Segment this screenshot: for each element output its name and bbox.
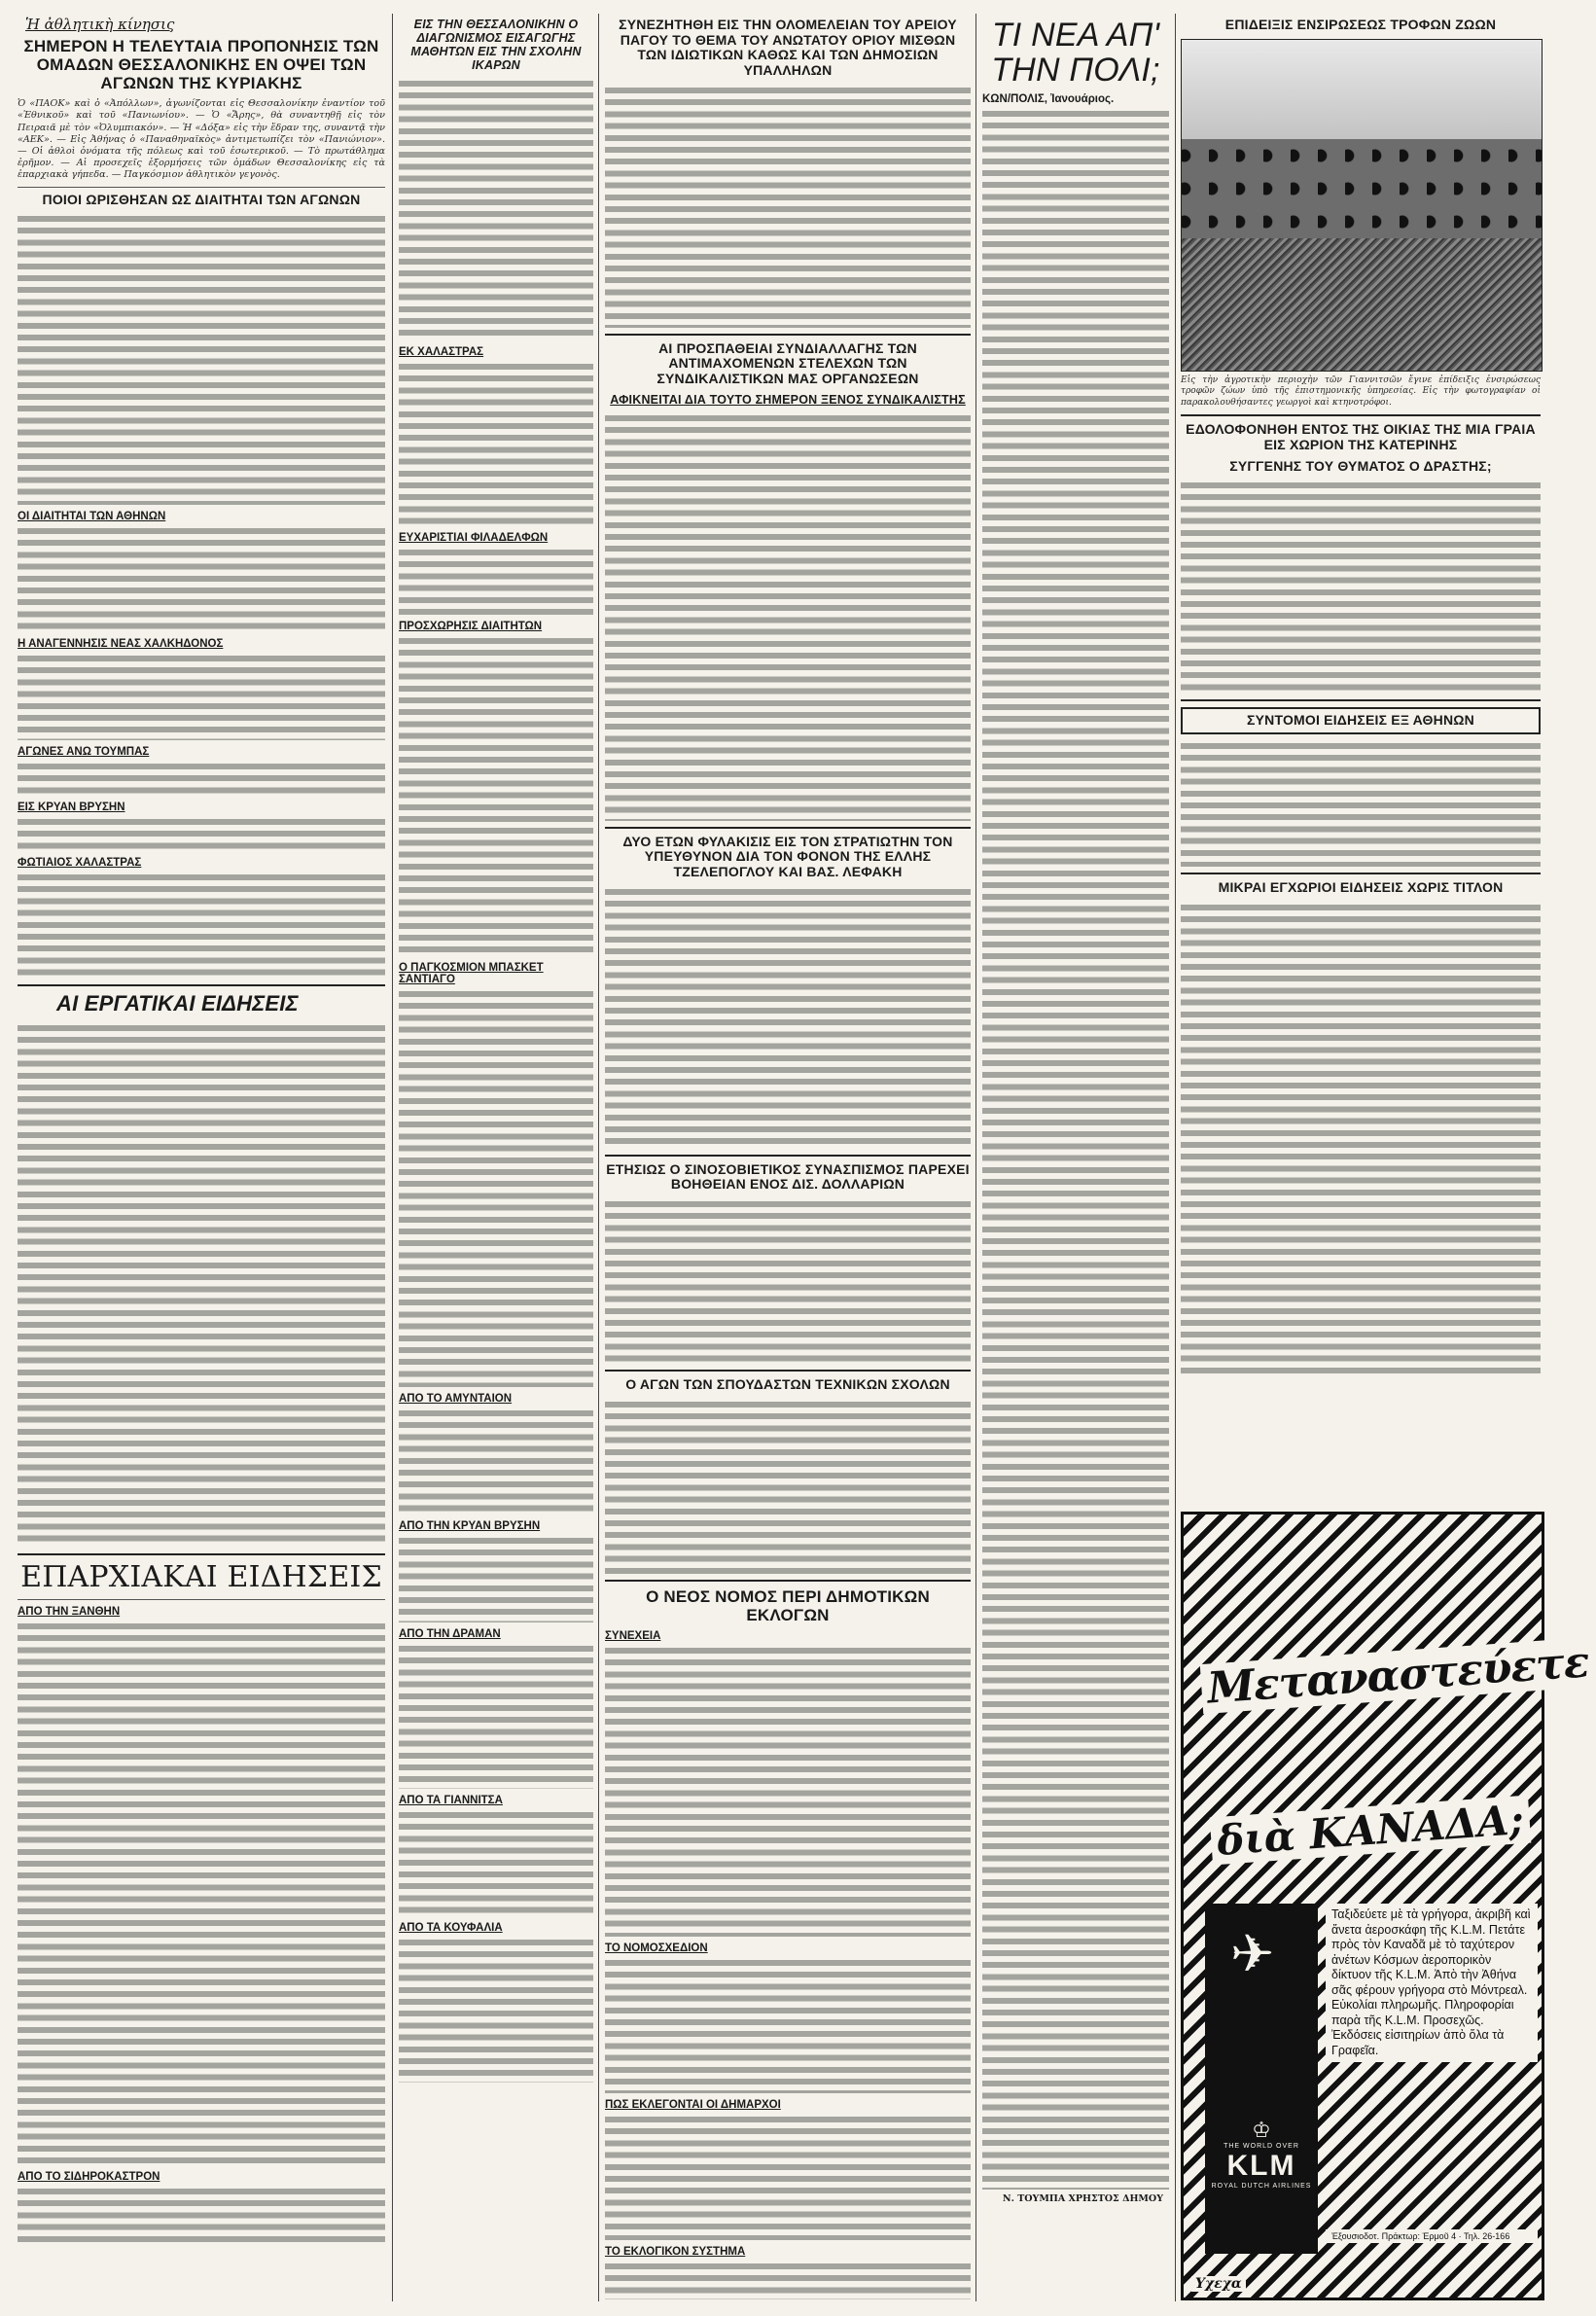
column-rule (392, 14, 393, 2301)
subhead: Ο ΠΑΓΚΟΣΜΙΟΝ ΜΠΑΣΚΕΤ ΣΑΝΤΙΑΓΟ (399, 962, 544, 985)
section-kicker: Ἡ ἀθλητικὴ κίνησις (25, 16, 175, 33)
column-sports (18, 14, 385, 2301)
photo-caption: Εἰς τὴν ἀγροτικὴν περιοχὴν τῶν Γιαννιτσῶν ἔγινε ἐπίδειξις ἐνσιρώσεως τροφῶν ζώων ὑπὸ τῆς ἐπιστημονικῆς ὑπηρεσίας. Εἰς τὴν φωτογραφίαν οἱ παρακολουθήσαντες γεωργοὶ καὶ κτηνοτρόφοι. (1181, 374, 1541, 408)
headline-areios-pagos: ΣΥΝΕΖΗΤΗΘΗ ΕΙΣ ΤΗΝ ΟΛΟΜΕΛΕΙΑΝ ΤΟΥ ΑΡΕΙΟΥ ΠΑΓΟΥ ΤΟ ΘΕΜΑ ΤΟΥ ΑΝΩΤΑΤΟΥ ΟΡΙΟΥ ΜΙΣΘΩΝ ΤΩΝ ΙΔΙΩΤΙΚΩΝ ΚΑΘΩΣ ΚΑΙ ΤΩΝ ΔΗΜΟΣΙΩΝ ΥΠΑΛΛΗΛΩΝ (619, 17, 957, 79)
subhead: ΤΟ ΕΚΛΟΓΙΚΟΝ ΣΥΣΤΗΜΑ (605, 2245, 746, 2258)
headline-ti-nea: ΤΙ ΝΕΑ ΑΠ' ΤΗΝ ΠΟΛΙ; (991, 17, 1160, 89)
article-body (605, 412, 971, 821)
subhead: ΑΠΟ ΤΑ ΓΙΑΝΝΙΤΣΑ (399, 1795, 503, 1806)
article-body (399, 988, 593, 1387)
article-body (605, 2261, 971, 2299)
article-body (605, 85, 971, 328)
column-center (605, 14, 971, 2301)
article-body (18, 1621, 385, 2165)
article-body (399, 1643, 593, 1789)
article-body (399, 1535, 593, 1622)
headline-referees: ΠΟΙΟΙ ΩΡΙΣΘΗΣΑΝ ΩΣ ΔΙΑΙΤΗΤΑΙ ΤΩΝ ΑΓΩΝΩΝ (42, 191, 361, 207)
article-body (18, 1022, 385, 1548)
column-city-news (982, 14, 1169, 2301)
column-rule (975, 14, 976, 2301)
article-body (18, 653, 385, 740)
article-body (399, 1407, 593, 1514)
article-body (399, 635, 593, 956)
article-body (605, 1198, 971, 1364)
subhead: ΠΩΣ ΕΚΛΕΓΟΝΤΑΙ ΟΙ ΔΗΜΑΡΧΟΙ (605, 2098, 781, 2111)
subhead: ΑΠΟ ΤΗΝ ΚΡΥΑΝ ΒΡΥΣΗΝ (399, 1520, 541, 1532)
crown-icon: ♔ (1252, 2118, 1271, 2142)
headline-training: ΣΗΜΕΡΟΝ Η ΤΕΛΕΥΤΑΙΑ ΠΡΟΠΟΝΗΣΙΣ ΤΩΝ ΟΜΑΔΩΝ ΘΕΣΣΑΛΟΝΙΚΗΣ ΕΝ ΟΨΕΙ ΤΩΝ ΑΓΩΝΩΝ ΤΗΣ ΚΥΡΙΑΚΗΣ (23, 37, 379, 93)
headline-lead: Ὁ «ΠΑΟΚ» καὶ ὁ «Ἀπόλλων», ἀγωνίζονται εἰς Θεσσαλονίκην ἐναντίον τοῦ «Ἐθνικοῦ» καὶ τοῦ «Πανιωνίου». — Ὁ «Ἄρης», θὰ συναντηθῇ εἰς τὸν Πειραιᾶ μὲ τὸν «Ὀλυμπιακόν». — Ἡ «Δόξα» εἰς τὴν ἕδραν της, συναντᾷ τὴν «ΑΕΚ». — Εἰς Ἀθήνας ὁ «Παναθηναϊκὸς» ἀντιμετωπίζει τὸν «Πανιώνιον». — Οἱ ἀθλοὶ ὀνόματα τῆς πόλεως καὶ τοῦ ἐσωτερικοῦ. — Τὸ πρωτάθλημα ἐρῆμον. — Αἱ προσεχεῖς ἐξορμήσεις τῶν ὁμάδων Θεσσαλονίκης εἰς τὰ ἐπαρχιακὰ γήπεδα. — Παγκόσμιον ἀθλητικὸν γεγονὸς. (18, 98, 385, 181)
article-body (1181, 902, 1541, 1378)
subhead: ΣΥΝΕΧΕΙΑ (605, 1629, 661, 1642)
article-body (399, 78, 593, 340)
subhead: ΕΥΧΑΡΙΣΤΙΑΙ ΦΙΛΑΔΕΛΦΩΝ (399, 532, 549, 544)
headline-ikaron-exams: ΕΙΣ ΤΗΝ ΘΕΣΣΑΛΟΝΙΚΗΝ Ο ΔΙΑΓΩΝΙΣΜΟΣ ΕΙΣΑΓΩΓΗΣ ΜΑΘΗΤΩΝ ΕΙΣ ΤΗΝ ΣΧΟΛΗΝ ΙΚΑΡΩΝ (410, 18, 582, 72)
signature: Ν. ΤΟΥΜΠΑ ΧΡΗΣΤΟΣ ΔΗΜΟΥ (1002, 2193, 1163, 2204)
column-rule (1175, 14, 1176, 2301)
headline-short-news-athens: ΣΥΝΤΟΜΟΙ ΕΙΔΗΣΕΙΣ ΕΞ ΑΘΗΝΩΝ (1181, 707, 1541, 734)
ad-office: Ἐξουσιοδοτ. Πράκτωρ: Ἐρμοῦ 4 · Τηλ. 26-166 (1326, 2229, 1538, 2243)
headline-technical-students: Ο ΑΓΩΝ ΤΩΝ ΣΠΟΥΔΑΣΤΩΝ ΤΕΧΝΙΚΩΝ ΣΧΟΛΩΝ (625, 1376, 950, 1393)
headline-sino-soviet: ΕΤΗΣΙΩΣ Ο ΣΙΝΟΣΟΒΙΕΤΙΚΟΣ ΣΥΝΑΣΠΙΣΜΟΣ ΠΑΡΕΧΕΙ ΒΟΗΘΕΙΑΝ ΕΝΟΣ ΔΙΣ. ΔΟΛΛΑΡΙΩΝ (606, 1160, 970, 1193)
article-body (605, 2114, 971, 2240)
ad-headline-emigrate: Μεταναστεύετε (1200, 1637, 1596, 1714)
article-body (399, 547, 593, 615)
news-photo (1181, 39, 1543, 372)
article-body (18, 2186, 385, 2244)
headline-silage-demo: ΕΠΙΔΕΙΞΙΣ ΕΝΣΙΡΩΣΕΩΣ ΤΡΟΦΩΝ ΖΩΩΝ (1224, 17, 1497, 32)
newspaper-page (18, 14, 1591, 2301)
column-second (399, 14, 593, 2301)
article-body (605, 1399, 971, 1574)
article-body (18, 872, 385, 979)
column-rule (598, 14, 599, 2301)
article-body (399, 1937, 593, 2083)
headline-union-reconciliation: ΑΙ ΠΡΟΣΠΑΘΕΙΑΙ ΣΥΝΔΙΑΛΛΑΓΗΣ ΤΩΝ ΑΝΤΙΜΑΧΟΜΕΝΩΝ ΣΤΕΛΕΧΩΝ ΤΩΝ ΣΥΝΔΙΚΑΛΙΣΤΙΚΩΝ ΜΑΣ ΟΡΓΑΝΩΣΕΩΝ (656, 339, 919, 387)
dateline: ΚΩΝ/ΠΟΛΙΣ, Ἰανουάριος. (982, 93, 1115, 105)
airplane-icon: ✈ (1230, 1923, 1275, 1984)
subhead: ΠΡΟΣΧΩΡΗΣΙΣ ΔΙΑΙΤΗΤΩΝ (399, 621, 543, 632)
ad-copy: Ταξιδεύετε μὲ τὰ γρήγορα, ἀκριβῆ καὶ ἄνετα ἀεροσκάφη τῆς K.L.M. Πετάτε πρὸς τὸν Καναδᾶ μὲ τὸ ταχύτερον ἀνέτων Κόσμων ἀεροπορικὸν δίκτυον τῆς K.L.M. Ἀπὸ τὴν Ἀθήνα σᾶς φέρουν γρήγορα στὸ Μόντρεαλ. Εὐκολίαι πληρωμῆς. Πληροφορίαι παρὰ τῆς K.L.M. Προσεχῶς. Ἐκδόσεις εἰσιτηρίων ἀπὸ ὅλα τὰ Γραφεῖα. (1326, 1904, 1538, 2062)
subhead: ΑΠΟ ΤΑ ΚΟΥΦΑΛΙΑ (399, 1922, 503, 1934)
article-body (1181, 740, 1541, 867)
subhead: ΕΙΣ ΚΡΥΑΝ ΒΡΥΣΗΝ (18, 802, 125, 814)
subhead: ΕΚ ΧΑΛΑΣΤΡΑΣ (399, 346, 484, 358)
headline-provincial-news: ΕΠΑΡΧΙΑΚΑΙ ΕΙΔΗΣΕΙΣ (20, 1559, 382, 1594)
article-body (605, 886, 971, 1149)
article-body (982, 108, 1169, 2190)
headline-soldier-sentence: ΔΥΟ ΕΤΩΝ ΦΥΛΑΚΙΣΙΣ ΕΙΣ ΤΟΝ ΣΤΡΑΤΙΩΤΗΝ ΤΟΝ ΥΠΕΥΘΥΝΟΝ ΔΙΑ ΤΟΝ ΦΟΝΟΝ ΤΗΣ ΕΛΛΗΣ ΤΖΕΛΕΠΟΓΛΟΥ ΚΑΙ ΒΑΣ. ΛΕΦΑΚΗ (622, 833, 953, 880)
article-body (605, 1645, 971, 1937)
ad-signature: Υχεχα (1191, 2276, 1246, 2292)
article-body (18, 816, 385, 851)
subhead: ΑΠΟ ΤΗΝ ΔΡΑΜΑΝ (399, 1628, 501, 1640)
ad-headline-canada: διὰ ΚΑΝΑΔΑ; (1210, 1796, 1532, 1866)
article-body (1181, 480, 1541, 694)
article-body (399, 1809, 593, 1916)
headline-labour-news: ΑΙ ΕΡΓΑΤΙΚΑΙ ΕΙΔΗΣΕΙΣ (56, 991, 299, 1016)
article-body (18, 213, 385, 505)
subhead: ΟΙ ΔΙΑΙΤΗΤΑΙ ΤΩΝ ΑΘΗΝΩΝ (18, 511, 166, 523)
article-body (18, 761, 385, 796)
subhead: ΦΩΤΙΑΙΟΣ ΧΑΛΑΣΤΡΑΣ (18, 857, 142, 870)
headline-municipal-elections: Ο ΝΕΟΣ ΝΟΜΟΣ ΠΕΡΙ ΔΗΜΟΤΙΚΩΝ ΕΚΛΟΓΩΝ (646, 1586, 930, 1624)
subhead: ΑΠΟ ΤΟ ΑΜΥΝΤΑΙΟΝ (399, 1393, 513, 1405)
subheadline-foreign-unionist: ΑΦΙΚΝΕΙΤΑΙ ΔΙΑ ΤΟΥΤΟ ΣΗΜΕΡΟΝ ΞΕΝΟΣ ΣΥΝΔΙΚΑΛΙΣΤΗΣ (610, 392, 966, 407)
subhead: ΑΠΟ ΤΟ ΣΙΔΗΡΟΚΑΣΤΡΟΝ (18, 2171, 160, 2184)
subheadline-relative-culprit: ΣΥΓΓΕΝΗΣ ΤΟΥ ΘΥΜΑΤΟΣ Ο ΔΡΑΣΤΗΣ; (1229, 457, 1492, 474)
klm-advertisement (1181, 1512, 1591, 2300)
subhead: ΤΟ ΝΟΜΟΣΧΕΔΙΟΝ (605, 1942, 708, 1954)
subhead: ΑΠΟ ΤΗΝ ΞΑΝΘΗΝ (18, 1606, 121, 1619)
article-body (399, 361, 593, 526)
klm-logo: ♔ THE WORLD OVER KLM ROYAL DUTCH AIRLINES (1211, 2118, 1312, 2190)
subhead: Η ΑΝΑΓΕΝΝΗΣΙΣ ΝΕΑΣ ΧΑΛΚΗΔΟΝΟΣ (18, 638, 224, 651)
subhead: ΑΓΩΝΕΣ ΑΝΩ ΤΟΥΜΠΑΣ (18, 746, 150, 759)
article-body (18, 525, 385, 632)
headline-local-news: ΜΙΚΡΑΙ ΕΓΧΩΡΙΟΙ ΕΙΔΗΣΕΙΣ ΧΩΡΙΣ ΤΙΤΛΟΝ (1218, 878, 1504, 895)
article-body (605, 1957, 971, 2093)
headline-murder-katerini: ΕΔΟΛΟΦΟΝΗΘΗ ΕΝΤΟΣ ΤΗΣ ΟΙΚΙΑΣ ΤΗΣ ΜΙΑ ΓΡΑΙΑ ΕΙΣ ΧΩΡΙΟΝ ΤΗΣ ΚΑΤΕΡΙΝΗΣ (1186, 421, 1536, 452)
